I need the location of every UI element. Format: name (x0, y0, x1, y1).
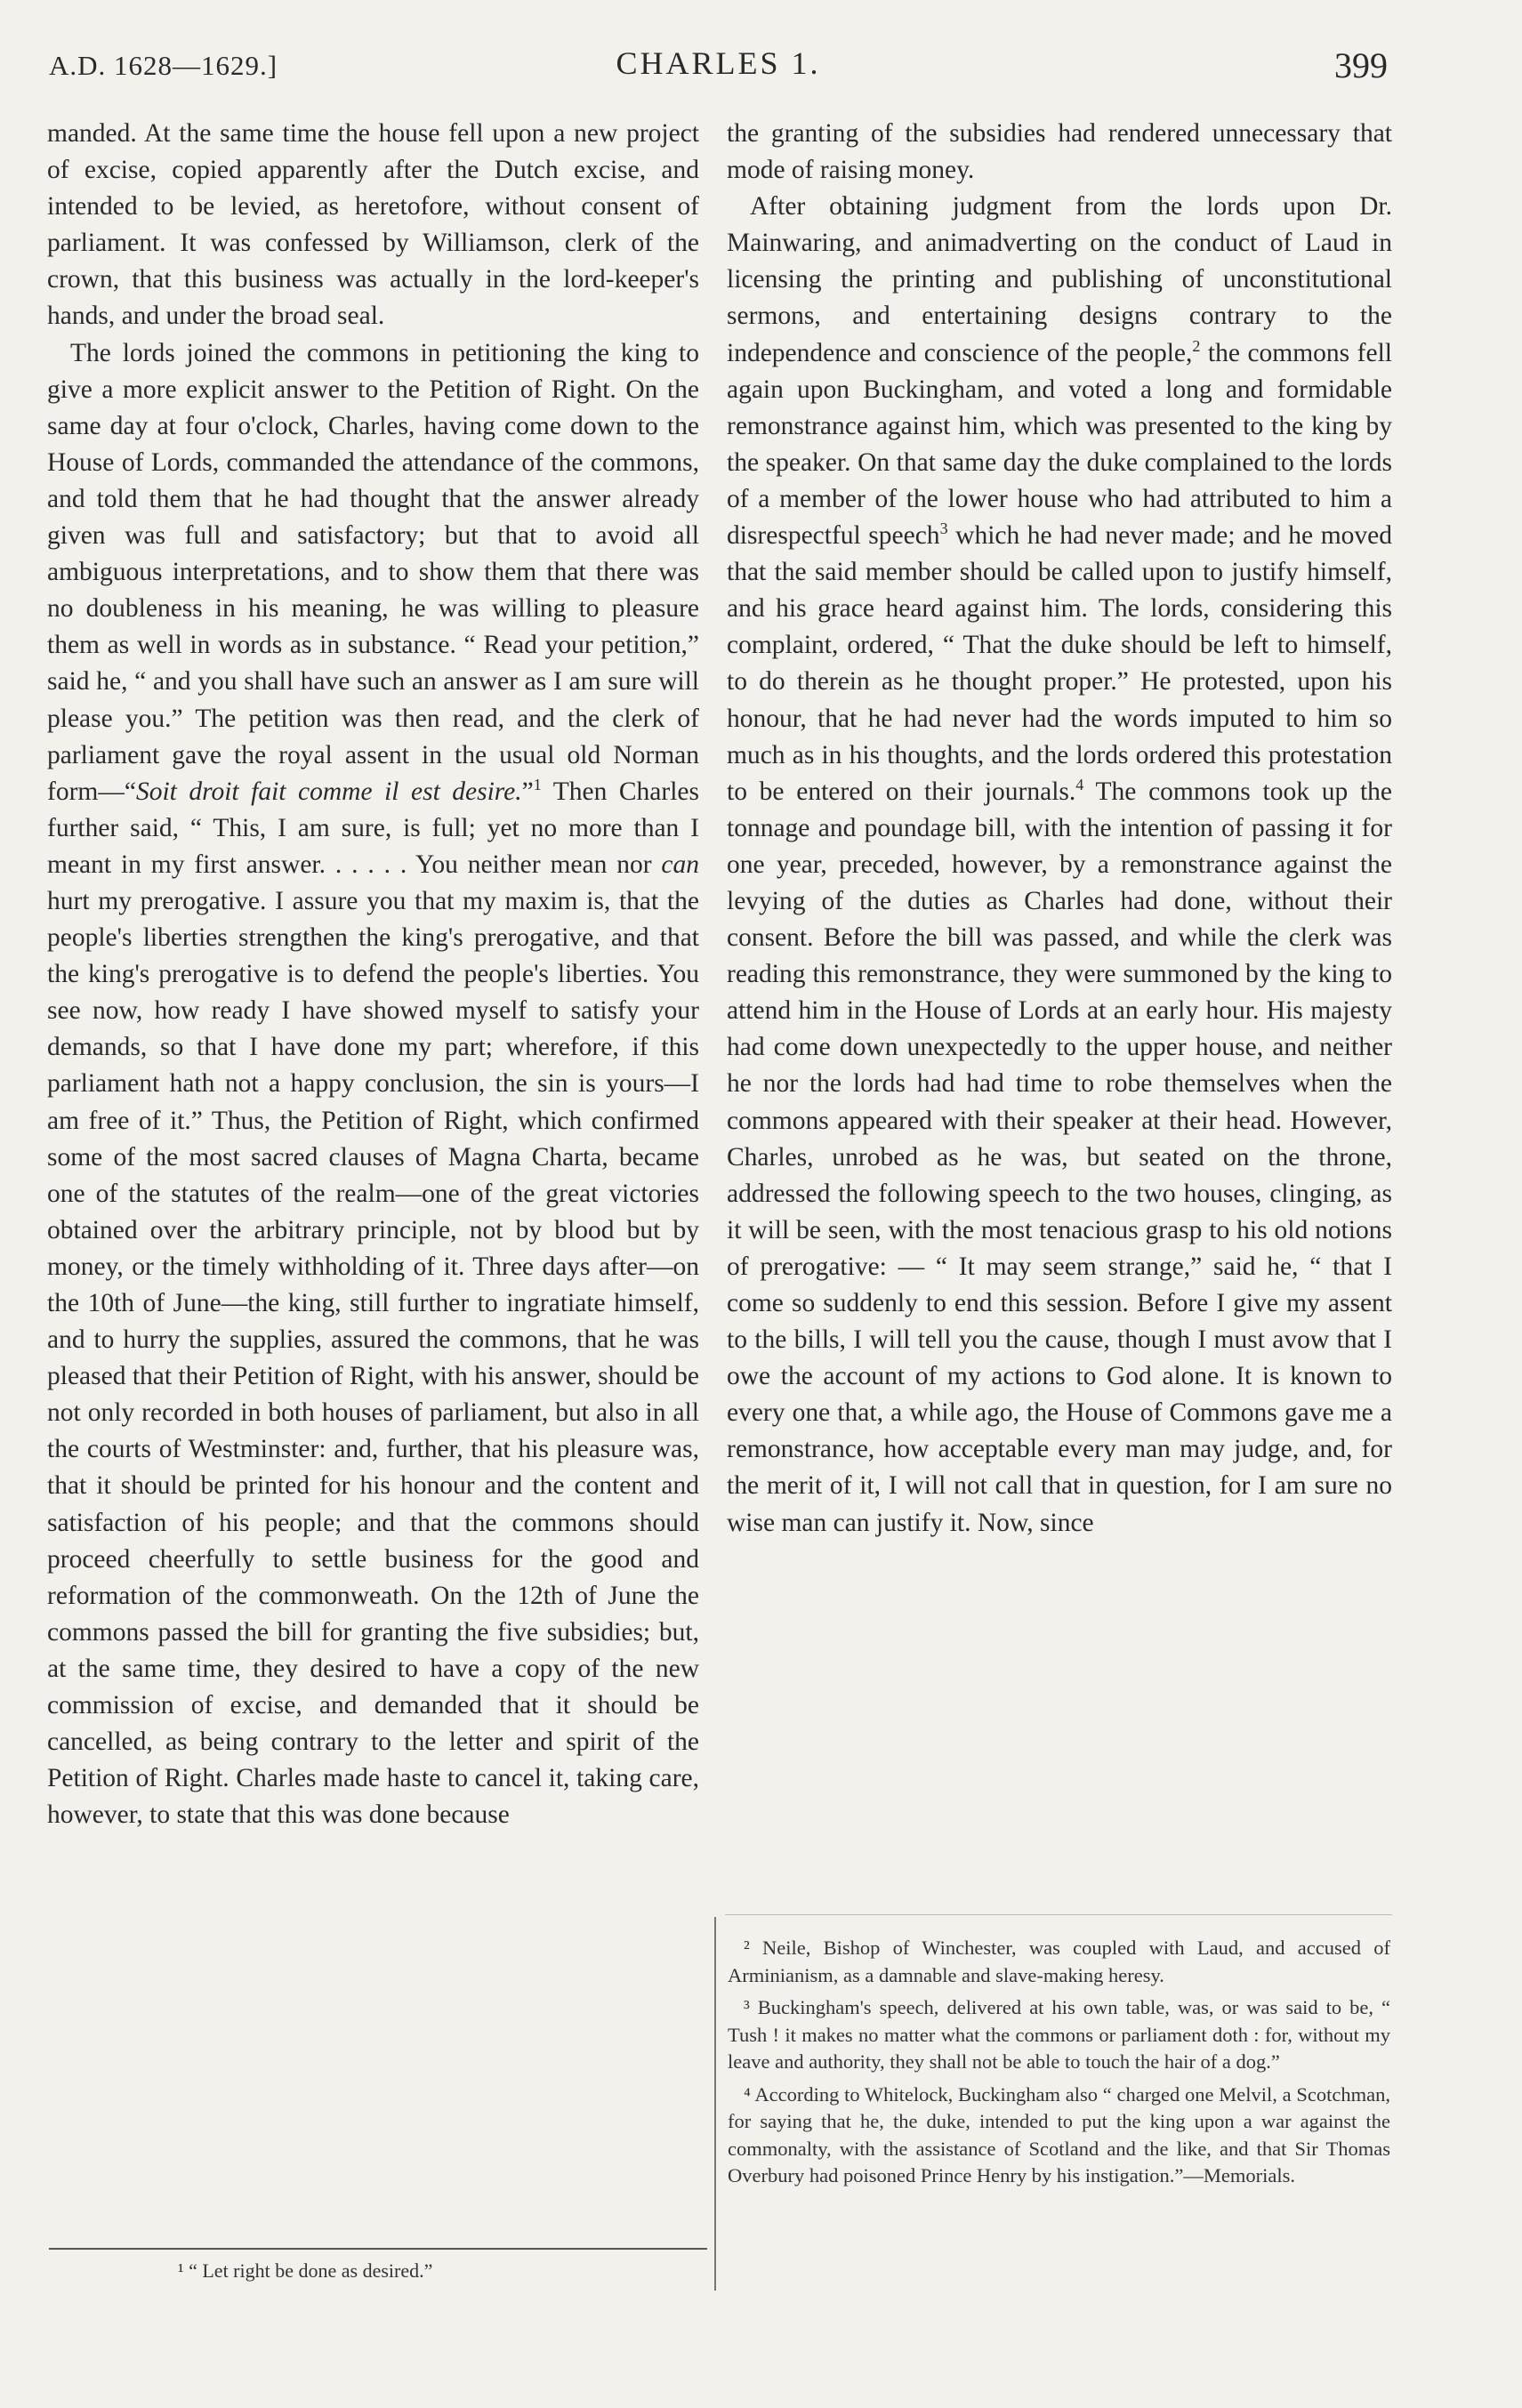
italic-text: can (661, 850, 699, 879)
header-title: CHARLES 1. (616, 45, 821, 81)
left-column (47, 116, 699, 2254)
footnote-divider-right (725, 1914, 1392, 1915)
header-years: A.D. 1628—1629.] (49, 50, 278, 81)
paragraph: manded. At the same time the house fell upon a new project of excise, copied apparently after the Dutch excise, and intended to be levied, as heretofore, without consent of parliament. It was confessed by Williamson, clerk of the crown, that this business was actually in the lord-keeper's hands, and under the broad seal. (47, 119, 699, 331)
right-column (727, 116, 1392, 1904)
italic-text: Soit droit fait comme il est desire. (135, 777, 522, 806)
text-run: The commons took up the tonnage and poundage bill, with the intention of passing it for one year, preceded, however, by a remonstrance against the levying of the duties as Charles had done, without their consent. Before the bill was passed, and while the clerk was reading this remonstrance, they were summoned by the king to attend him in the House of Lords at an early hour. His majesty had come down unexpectedly to the upper house, and neither he nor the lords had had time to robe themselves when the commons appeared with their speaker at their head. However, Charles, unrobed as he was, but seated on the throne, addressed the following speech to the two houses, clinging, as it will be seen, with the most tenacious grasp to his old notions of prerogative: — “ It may seem strange,” said he, “ that I come so suddenly to end this session. Before I give my assent to the bills, I will tell you the cause, though I must avow that I owe the account of my actions to God alone. It is known to every one that, a while ago, the House of Commons gave me a remonstrance, how acceptable every man may judge, and, for the merit of it, I will not call that in question, for I am sure no wise man can justify it. Now, since (727, 777, 1392, 1537)
paragraph (727, 189, 1392, 1541)
text-run: the commons fell again upon Buckingham, and voted a long and formidable remonstrance against him, which was presented to the king by the speaker. On that same day the duke complained to the lords of a member of the lower house who had attributed to him a disrespectful speech (727, 338, 1392, 551)
footnote-ref: 4 (1075, 775, 1084, 793)
text-run: ” (521, 777, 534, 806)
footnote-ref: 1 (533, 775, 542, 793)
text-run: which he had never made; and he moved that the said member should be called upon to justify himself, and his grace heard against him. The lords, considering this complaint, ordered, “ That the duke should be left to himself, to do therein as he thought proper.” He protested, upon his honour, that he had never had the words imputed to him so much as in his thoughts, and the lords ordered this protestation to be entered on their journals. (727, 521, 1392, 806)
footnote-ref: 2 (1192, 336, 1201, 355)
footnote-3: ³ Buckingham's speech, delivered at his own table, was, or was said to be, “ Tush ! it makes no matter what the commons or parliament doth : for, without my leave and authority, they shall not be able to touch the hair of a dog.” (728, 1996, 1390, 2073)
footnote-1: ¹ “ Let right be done as desired.” (178, 2259, 433, 2282)
footnote-ref: 3 (939, 519, 948, 538)
paragraph: the granting of the subsidies had rendered unnecessary that mode of raising money. (727, 119, 1392, 185)
text-run: After obtaining judgment from the lords upon Dr. Mainwaring, and animadverting on the conduct of Laud in licensing the printing and publishing of unconstitutional sermons, and entertaining designs contrary to the independence and conscience of the people, (727, 192, 1392, 367)
text-run: Then Charles further said, “ This, I am sure, is full; yet no more than I meant in my first answer. . . . . . You neither mean nor (47, 777, 699, 879)
footnote-divider-left (49, 2248, 707, 2250)
footnote-4: ⁴ According to Whitelock, Buckingham also “ charged one Melvil, a Scotchman, for saying that he, the duke, intended to put the king upon a war against the commonalty, with the assistance of Scotland and the like, and that Sir Thomas Overbury had poisoned Prince Henry by his instigation.”—Memorials. (728, 2082, 1390, 2187)
footnote-2: ² Neile, Bishop of Winchester, was coupled with Laud, and accused of Arminianism, as a damnable and slave-making heresy. (728, 1937, 1390, 1986)
text-run: hurt my prerogative. I assure you that my maxim is, that the people's liberties strengthen the king's prerogative, and that the king's prerogative is to defend the people's liberties. You see now, how ready I have showed myself to satisfy your demands, so that I have done my part; wherefore, if this parliament hath not a happy conclusion, the sin is yours—I am free of it.” Thus, the Petition of Right, which confirmed some of the most sacred clauses of Magna Charta, became one of the statutes of the realm—one of the great victories obtained over the arbitrary principle, not by blood but by money, or the timely withholding of it. Three days after—on the 10th of June—the king, still further to ingratiate himself, and to hurry the supplies, assured the commons, that he was pleased that their Petition of Right, with his answer, should be not only recorded in both houses of parliament, but also in all the courts of Westminster: and, further, that his pleasure was, that it should be printed for his honour and the content and satisfaction of his people; and that the commons should proceed cheerfully to settle business for the good and reformation of the commonweath. On the 12th of June the commons passed the bill for granting the five subsidies; but, at the same time, they desired to have a copy of the new commission of excise, and demanded that it should be cancelled, as being contrary to the letter and spirit of the Petition of Right. Charles made haste to cancel it, taking care, however, to state that this was done because (47, 886, 699, 1830)
page-number: 399 (1334, 45, 1388, 85)
paragraph (47, 335, 699, 1834)
text-run: The lords joined the commons in petitioning the king to give a more explicit answer to the Petition of Right. On the same day at four o'clock, Charles, having come down to the House of Lords, commanded the attendance of the commons, and told them that he had thought that the answer already given was full and satisfactory; but that to avoid all ambiguous interpretations, and to show them that there was no doubleness in his meaning, he was willing to pleasure them as well in words as in substance. “ Read your petition,” said he, “ and you shall have such an answer as I am sure will please you.” The petition was then read, and the clerk of parliament gave the royal assent in the usual old Norman form—“ (47, 338, 699, 806)
running-header (49, 36, 1388, 89)
footnotes-right (728, 1935, 1390, 2195)
column-rule (714, 1917, 716, 2291)
